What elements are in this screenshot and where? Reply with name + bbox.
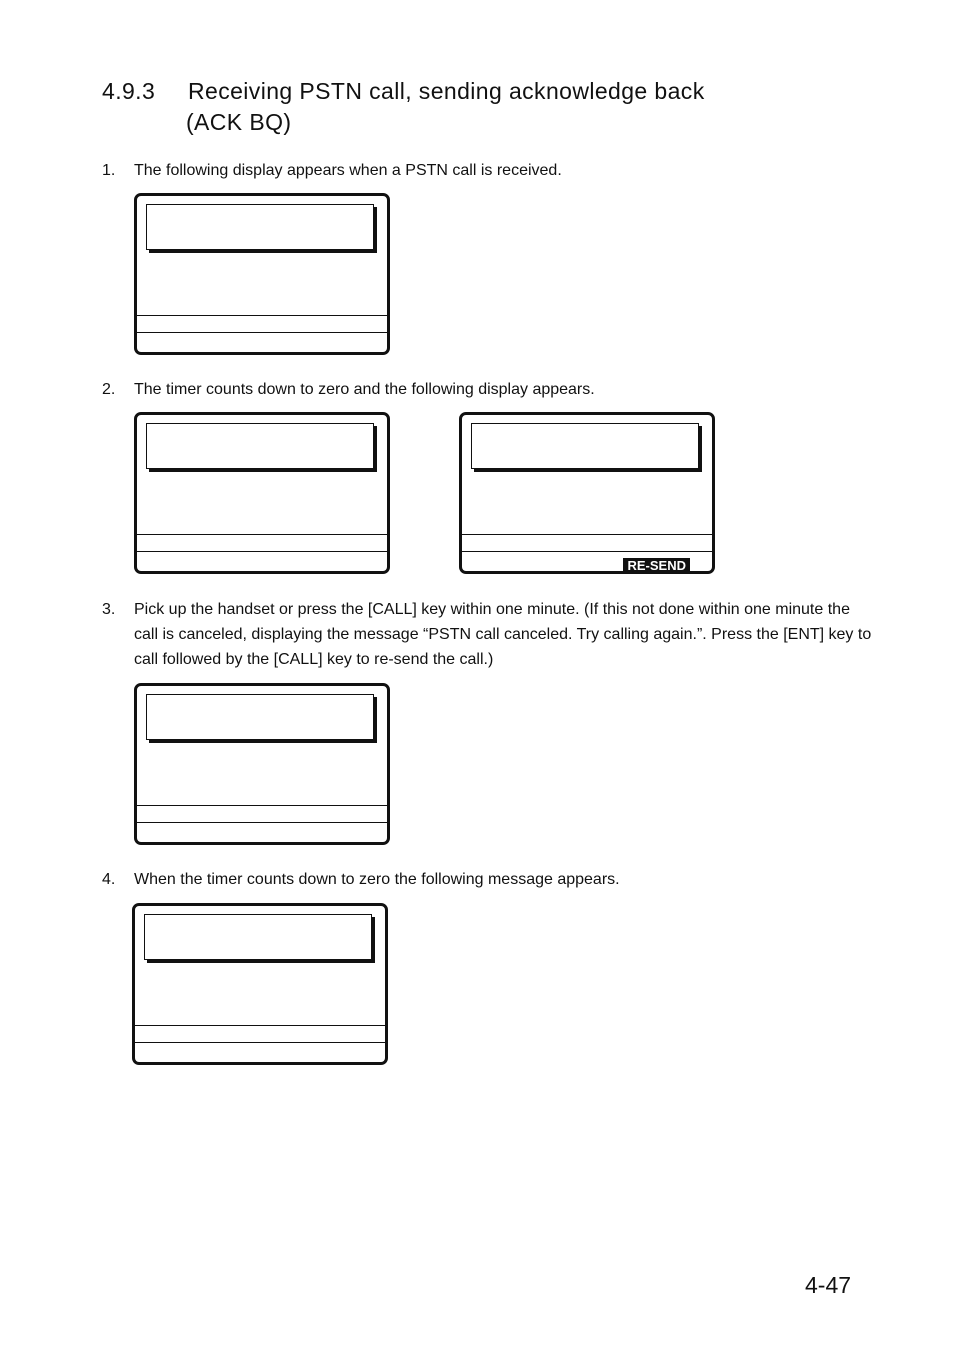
step-number: 3. <box>102 601 116 618</box>
lcd-divider <box>137 822 387 823</box>
step-number: 4. <box>102 871 116 888</box>
step-number: 1. <box>102 162 116 179</box>
lcd-message-box <box>146 423 374 469</box>
lcd-message-box <box>146 204 374 250</box>
lcd-divider <box>135 1042 385 1043</box>
section-title-line2: (ACK BQ) <box>186 109 292 135</box>
lcd-display-final-message <box>132 903 388 1065</box>
lcd-divider <box>137 805 387 806</box>
step-text: Pick up the handset or press the [CALL] key within one minute. (If this not done within one minute the call is canceled, displaying the message “PSTN call canceled. Try calling again.”. Press the [ENT] key to call followed by the [CALL] key to re-send the call.) <box>134 601 872 668</box>
step-3 <box>102 597 872 672</box>
resend-softkey[interactable]: RE-SEND <box>623 558 690 574</box>
lcd-divider <box>462 551 712 552</box>
step-number: 2. <box>102 381 116 398</box>
lcd-message-box <box>144 914 372 960</box>
lcd-display-call-answer <box>134 683 390 845</box>
step-text: The following display appears when a PSTN call is received. <box>134 162 562 179</box>
lcd-divider <box>137 332 387 333</box>
page-number: 4-47 <box>805 1272 852 1298</box>
lcd-display-incoming-call <box>134 193 390 355</box>
step-1 <box>102 158 872 183</box>
step-4 <box>102 867 872 892</box>
lcd-divider <box>462 534 712 535</box>
lcd-divider <box>137 551 387 552</box>
section-number: 4.9.3 <box>102 78 156 104</box>
lcd-display-resend <box>459 412 715 574</box>
section-heading <box>102 76 705 138</box>
lcd-divider <box>137 315 387 316</box>
lcd-message-box <box>146 694 374 740</box>
lcd-display-timer-zero <box>134 412 390 574</box>
lcd-message-box <box>471 423 699 469</box>
lcd-divider <box>137 534 387 535</box>
lcd-divider <box>135 1025 385 1026</box>
step-text: When the timer counts down to zero the following message appears. <box>134 871 620 888</box>
step-2 <box>102 377 872 402</box>
section-title-line1: Receiving PSTN call, sending acknowledge back <box>188 78 705 104</box>
step-text: The timer counts down to zero and the following display appears. <box>134 381 595 398</box>
